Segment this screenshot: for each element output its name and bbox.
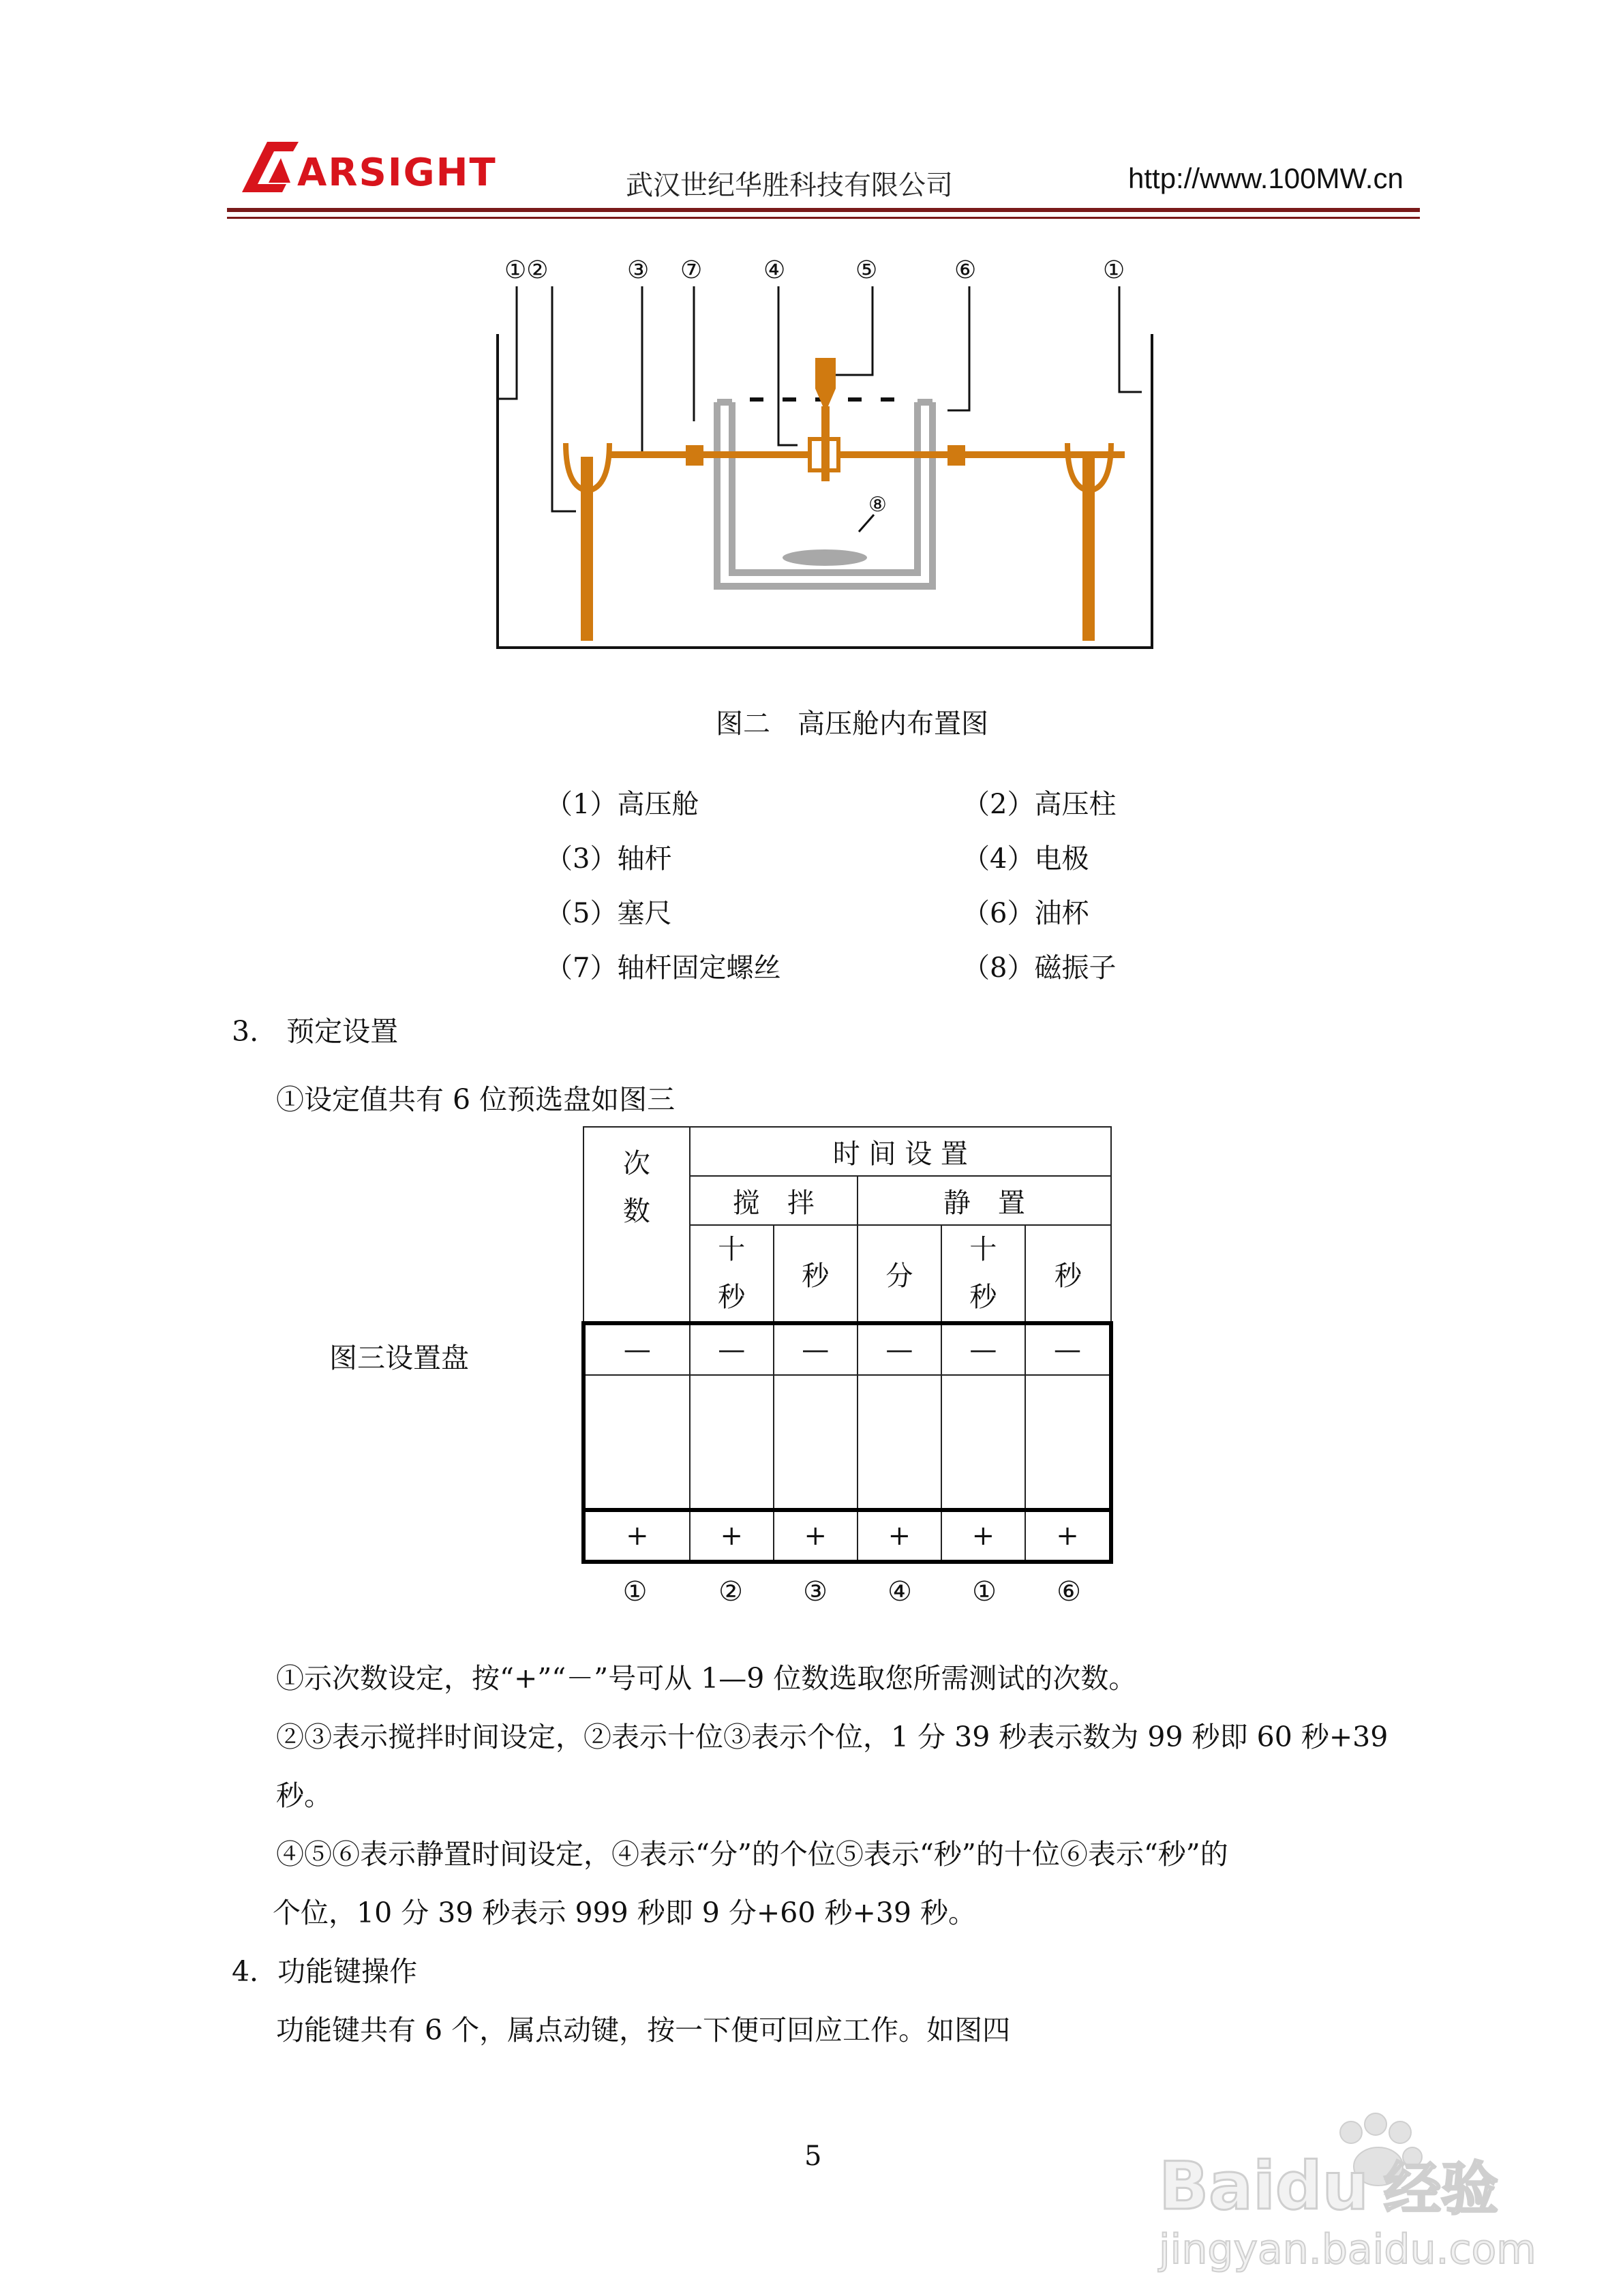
- minus-button-4[interactable]: —: [858, 1323, 941, 1375]
- subheader-rest-tens: [941, 1225, 1025, 1323]
- position-labels: [581, 1576, 1113, 1607]
- minus-button-5[interactable]: —: [941, 1323, 1025, 1375]
- legend-item-3: [545, 837, 671, 876]
- section3-para3-line1: ④⑤⑥表示静置时间设定，④表示“分”的个位⑤表示“秒”的十位⑥表示“秒”的: [276, 1838, 1228, 1871]
- legend-num: （1）: [545, 789, 618, 820]
- subheader-rest-min: [858, 1225, 941, 1323]
- legend-text: 磁振子: [1034, 952, 1117, 984]
- section3-heading: 3. 预定设置: [232, 1015, 399, 1048]
- digit-window-2: [690, 1375, 774, 1510]
- legend-num: （8）: [962, 952, 1035, 984]
- section3-para1: ①示次数设定，按“+”“－”号可从 1—9 位数选取您所需测试的次数。: [276, 1662, 1137, 1695]
- plus-button-1[interactable]: +: [583, 1510, 690, 1562]
- legend-item-5: [545, 892, 671, 931]
- legend-num: （6）: [962, 898, 1035, 929]
- section3-para2-line1: ②③表示搅拌时间设定，②表示十位③表示个位，1 分 39 秒表示数为 99 秒即 60 秒+39: [276, 1721, 1389, 1753]
- header-rule: [227, 208, 1420, 212]
- stir-header: 搅 拌: [690, 1176, 858, 1225]
- legend-item-7: [545, 946, 780, 985]
- marker-4: ④: [763, 256, 786, 284]
- legend-item-8: [962, 946, 1116, 985]
- legend-num: （4）: [962, 843, 1035, 875]
- legend-text: 轴杆固定螺丝: [617, 952, 781, 984]
- rest-header: 静 置: [858, 1176, 1111, 1225]
- watermark-url: jingyan.baidu.com: [1159, 2226, 1536, 2274]
- subheader-line: 秒: [969, 1282, 997, 1313]
- position-label-5: ①: [972, 1576, 997, 1607]
- legend-text: 油杯: [1034, 898, 1089, 929]
- digit-window-1: [583, 1375, 690, 1510]
- position-label-1: ①: [622, 1576, 648, 1607]
- legend-text: 电极: [1034, 843, 1089, 875]
- subheader-line: 十: [718, 1234, 746, 1265]
- chamber-diagram: [477, 245, 1186, 668]
- legend-num: （5）: [545, 898, 618, 929]
- section3-para3-line2: 个位，10 分 39 秒表示 999 秒即 9 分+60 秒+39 秒。: [273, 1897, 977, 1929]
- legend-num: （2）: [962, 789, 1035, 820]
- count-header-line1: 次: [622, 1148, 650, 1179]
- plus-button-6[interactable]: +: [1025, 1510, 1111, 1562]
- plus-button-5[interactable]: +: [941, 1510, 1025, 1562]
- digit-window-3: [774, 1375, 858, 1510]
- minus-button-2[interactable]: —: [690, 1323, 774, 1375]
- digit-window-5: [941, 1375, 1025, 1510]
- section3-para2-line2: 秒。: [276, 1779, 332, 1812]
- legend-item-1: [545, 783, 699, 821]
- baidu-jingyan-watermark: [1159, 2100, 1541, 2277]
- digit-window-6: [1025, 1375, 1111, 1510]
- marker-3: ③: [627, 256, 650, 284]
- subheader-stir-tens: [690, 1225, 774, 1323]
- legend-text: 塞尺: [617, 898, 672, 929]
- plus-button-2[interactable]: +: [690, 1510, 774, 1562]
- subheader-line: 秒: [718, 1282, 746, 1313]
- company-url: http://www.100MW.cn: [1128, 162, 1404, 194]
- subheader-line: 十: [969, 1234, 997, 1265]
- logo-text: ARSIGHT: [297, 151, 497, 195]
- legend-item-6: [962, 892, 1089, 931]
- marker-6: ⑥: [954, 256, 977, 284]
- position-label-2: ②: [718, 1576, 743, 1607]
- legend-text: 高压柱: [1034, 789, 1117, 820]
- subheader-stir-sec: [774, 1225, 858, 1323]
- figure3-label: 图三设置盘: [329, 1342, 469, 1374]
- section4-para: 功能键共有 6 个，属点动键，按一下便可回应工作。如图四: [276, 2014, 1011, 2046]
- digit-window-4: [858, 1375, 941, 1510]
- legend-text: 轴杆: [617, 843, 672, 875]
- preset-dial-table: [581, 1126, 1113, 1607]
- marker-8: ⑧: [868, 493, 887, 517]
- count-header-line2: 数: [622, 1196, 650, 1227]
- company-name: 武汉世纪华胜科技有限公司: [626, 170, 953, 201]
- marker-7: ⑦: [680, 256, 703, 284]
- section3-intro: ①设定值共有 6 位预选盘如图三: [276, 1083, 676, 1116]
- marker-1-2: ①②: [504, 256, 549, 284]
- minus-button-1[interactable]: —: [583, 1323, 690, 1375]
- header-rule-thin: [227, 217, 1420, 219]
- legend-item-2: [962, 783, 1116, 821]
- page-number: 5: [804, 2141, 822, 2172]
- subheader-rest-sec: [1025, 1225, 1111, 1323]
- plus-button-3[interactable]: +: [774, 1510, 858, 1562]
- section4-heading: 4．功能键操作: [232, 1955, 418, 1988]
- subheader-line: 分: [885, 1260, 913, 1292]
- legend-num: （3）: [545, 843, 618, 875]
- subheader-line: 秒: [1054, 1260, 1082, 1292]
- marker-5: ⑤: [855, 256, 878, 284]
- legend-text: 高压舱: [617, 789, 699, 820]
- minus-button-6[interactable]: —: [1025, 1323, 1111, 1375]
- legend-num: （7）: [545, 952, 618, 984]
- position-label-6: ⑥: [1057, 1576, 1081, 1607]
- position-label-4: ④: [888, 1576, 912, 1607]
- minus-button-3[interactable]: —: [774, 1323, 858, 1375]
- watermark-suffix: 经验: [1384, 2156, 1499, 2222]
- position-label-3: ③: [803, 1576, 828, 1607]
- legend-item-4: [962, 837, 1089, 876]
- marker-1-right: ①: [1103, 256, 1125, 284]
- time-header: 时 间 设 置: [690, 1127, 1111, 1176]
- watermark-brand: Baidu: [1159, 2148, 1369, 2224]
- plus-button-4[interactable]: +: [858, 1510, 941, 1562]
- subheader-line: 秒: [802, 1260, 830, 1292]
- company-logo: [239, 136, 497, 198]
- figure2-caption: 图二 高压舱内布置图: [716, 708, 988, 740]
- count-header: [583, 1127, 690, 1323]
